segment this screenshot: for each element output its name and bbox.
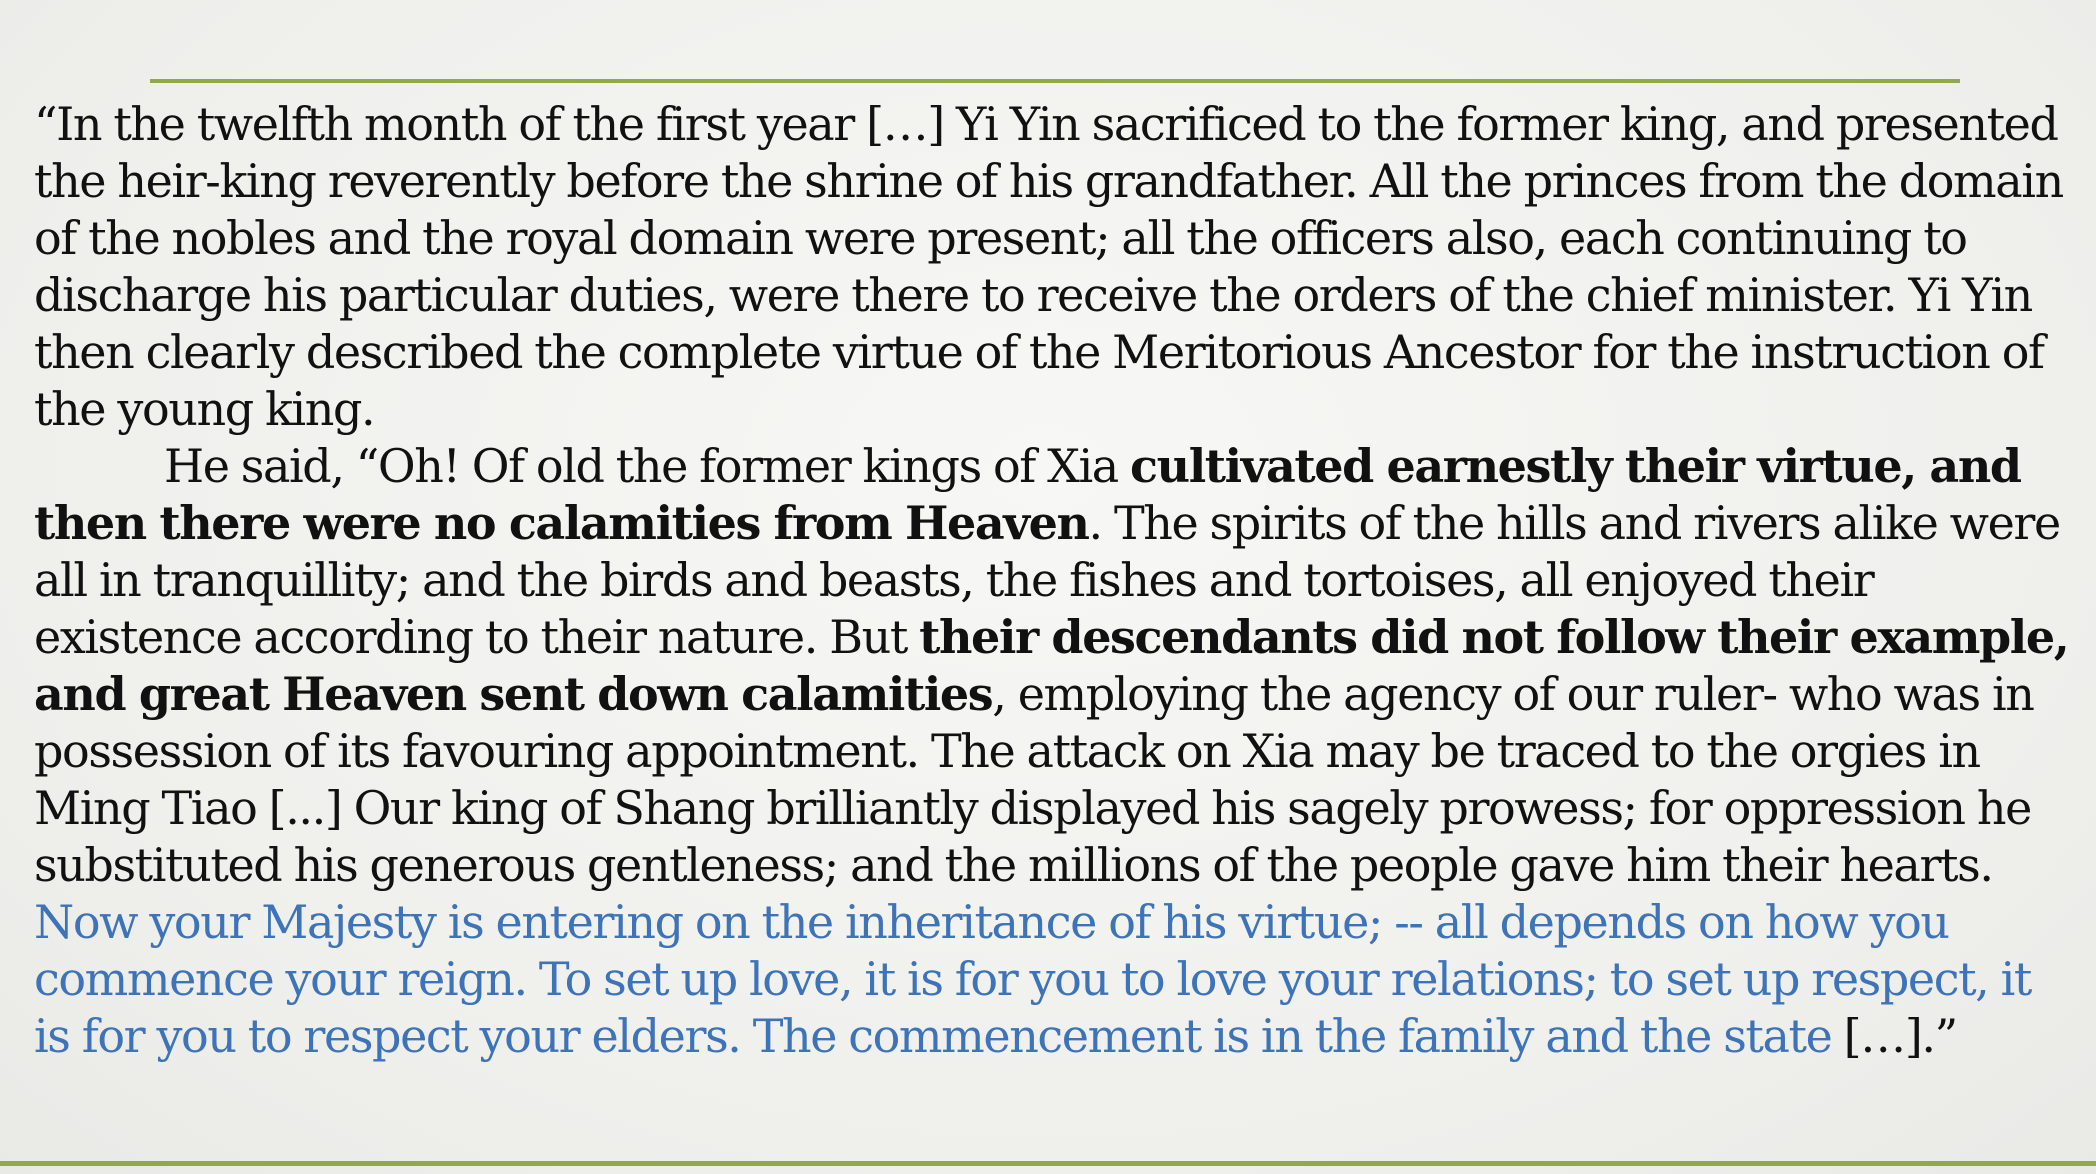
para2-bold-2: their descendants did not follow their example, and great Heaven sent down calamities	[34, 610, 2069, 721]
para2-highlight: Now your Majesty is entering on the inheritance of his virtue; -- all depends on how you commence your reign. To set up love, it is for you to love your relations; to set up respect, it is for you to respect your elders. The commencement is in the family and the state	[34, 895, 2032, 1063]
paragraph-2	[34, 438, 2074, 1065]
bottom-rule	[0, 1161, 2096, 1166]
paragraph-1: “In the twelfth month of the first year […] Yi Yin sacrificed to the former king, and presented the heir-king reverently before the shrine of his grandfather. All the princes from the domain of the nobles and the royal domain were present; all the officers also, each continuing to discharge his particular duties, were there to receive the orders of the chief minister. Yi Yin then clearly described the complete virtue of the Meritorious Ancestor for the instruction of the young king.	[34, 97, 2063, 436]
para2-text-b: . The spirits of the hills and rivers alike were all in tranquillity; and the birds and beasts, the fishes and tortoises, all enjoyed their existence according to their nature. But	[34, 496, 2060, 664]
para2-bold-1: cultivated earnestly their virtue, and then there were no calamities from Heaven	[34, 439, 2021, 550]
para2-ending: […].”	[1831, 1009, 1957, 1063]
para2-text-a: He said, “Oh! Of old the former kings of Xia	[164, 439, 1131, 493]
quote-block	[34, 96, 2074, 1065]
top-rule	[150, 79, 1960, 83]
para2-text-c: , employing the agency of our ruler- who was in possession of its favouring appointment. The attack on Xia may be traced to the orgies in Ming Tiao [...] Our king of Shang brilliantly displayed his sagely prowess; for oppression he substituted his generous gentleness; and the millions of the people gave him their hearts.	[34, 667, 2034, 892]
